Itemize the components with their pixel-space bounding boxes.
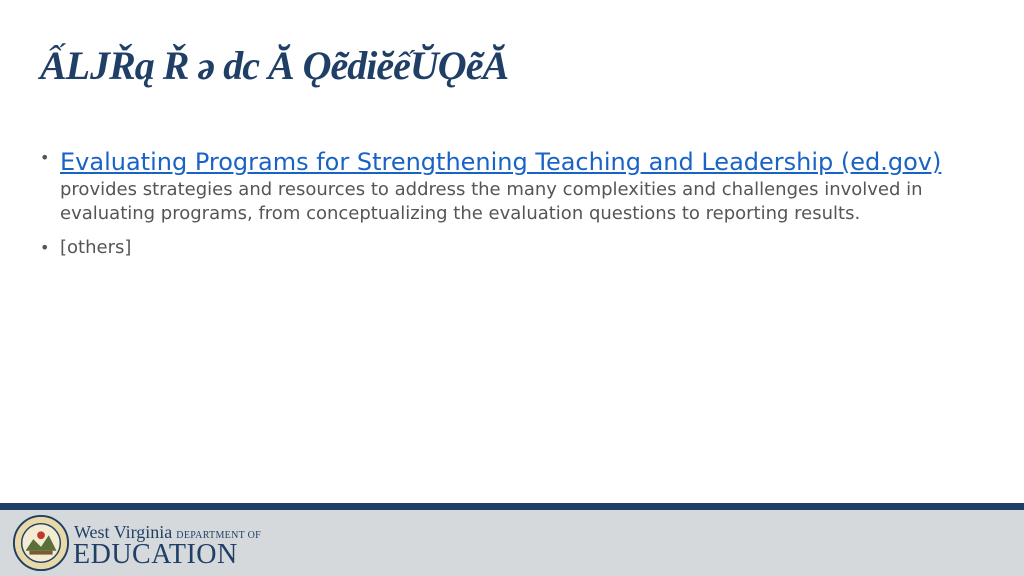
slide-title: ẤǇŘą Ř ə dc Ă ǪẽdiĕếŬǪẽĂ [40,43,509,88]
resource-description: provides strategies and resources to address the many complexities and challenges involved in evaluating programs, from conceptualizing the evaluation questions to reporting results. [60,179,923,224]
org-main: EDUCATION [73,539,238,570]
bullet-icon: • [40,148,50,167]
list-item [40,146,980,226]
bullet-icon: • [40,238,50,257]
org-dept: DEPARTMENT OF [176,530,262,541]
footer [0,510,1024,576]
state-seal-icon [12,514,70,572]
list-item-body [60,146,980,226]
resource-link[interactable]: Evaluating Programs for Strengthening Teaching and Leadership (ed.gov) [60,148,942,176]
bullet-list [40,146,980,260]
list-item-body [60,236,980,260]
list-item [40,236,980,260]
placeholder-text: [others] [60,237,132,258]
footer-divider [0,503,1024,510]
org-name: West Virginia [74,522,173,542]
